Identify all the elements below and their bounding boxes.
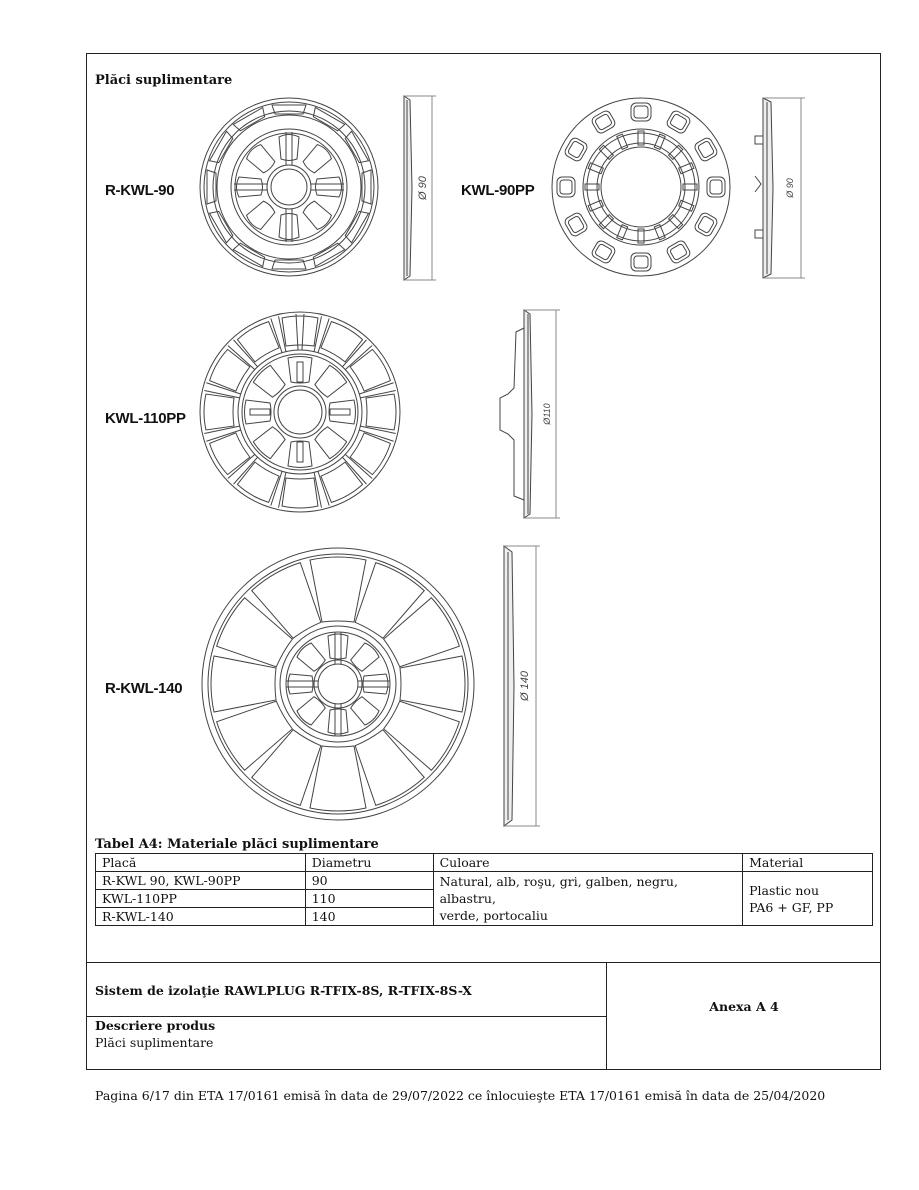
plate-label-kwl-90pp: KWL-90PP xyxy=(461,182,535,199)
cell-placa: KWL-110PP xyxy=(96,890,306,908)
header-diametru: Diametru xyxy=(305,854,433,872)
culoare-line-1: Natural, alb, roşu, gri, galben, negru, albastru, xyxy=(439,874,678,906)
cell-diametru: 90 xyxy=(305,872,433,890)
description-text: Plăci suplimentare xyxy=(95,1035,214,1050)
kwl-90pp-top-view-drawing xyxy=(550,96,732,278)
plate-label-r-kwl-140: R-KWL-140 xyxy=(105,680,183,697)
kwl-90pp-side-view-drawing xyxy=(755,96,815,280)
header-material: Material xyxy=(743,854,873,872)
cell-material xyxy=(743,872,873,926)
footer-divider-horizontal xyxy=(86,1016,606,1017)
cell-placa: R-KWL-140 xyxy=(96,908,306,926)
kwl-110pp-top-view-drawing xyxy=(198,310,402,514)
r-kwl-140-top-view-drawing xyxy=(200,546,476,822)
kwl-110pp-side-view-drawing xyxy=(494,308,564,520)
header-culoare: Culoare xyxy=(433,854,743,872)
annex-label: Anexa A 4 xyxy=(709,999,779,1014)
plate-label-kwl-110pp: KWL-110PP xyxy=(105,410,186,427)
footer-divider-vertical xyxy=(606,962,607,1070)
r-kwl-90-dimension: Ø 90 xyxy=(417,176,429,200)
kwl-90pp-dimension: Ø 90 xyxy=(785,178,795,198)
page-footer: Pagina 6/17 din ETA 17/0161 emisă în data de 29/07/2022 ce înlocuieşte ETA 17/0161 emisă în data de 25/04/2020 xyxy=(95,1088,826,1103)
section-title: Plăci suplimentare xyxy=(95,73,233,88)
materials-table xyxy=(95,853,873,926)
cell-placa: R-KWL 90, KWL-90PP xyxy=(96,872,306,890)
r-kwl-140-dimension: Ø 140 xyxy=(519,671,531,701)
r-kwl-140-side-view-drawing xyxy=(500,544,544,828)
cell-diametru: 110 xyxy=(305,890,433,908)
plate-label-r-kwl-90: R-KWL-90 xyxy=(105,182,175,199)
system-name: Sistem de izolaţie RAWLPLUG R-TFIX-8S, R-TFIX-8S-X xyxy=(95,983,472,998)
culoare-line-2: verde, portocaliu xyxy=(439,908,548,923)
table-row xyxy=(96,872,873,890)
r-kwl-90-side-view-drawing xyxy=(400,94,440,282)
header-placa: Placă xyxy=(96,854,306,872)
cell-diametru: 140 xyxy=(305,908,433,926)
cell-culoare xyxy=(433,872,743,926)
material-line-2: PA6 + GF, PP xyxy=(749,899,834,915)
material-line-1: Plastic nou xyxy=(749,882,820,898)
kwl-110pp-dimension: Ø110 xyxy=(542,403,552,425)
description-heading: Descriere produs xyxy=(95,1018,216,1033)
table-header-row xyxy=(96,854,873,872)
r-kwl-90-top-view-drawing xyxy=(198,96,380,278)
table-title: Tabel A4: Materiale plăci suplimentare xyxy=(95,837,379,852)
